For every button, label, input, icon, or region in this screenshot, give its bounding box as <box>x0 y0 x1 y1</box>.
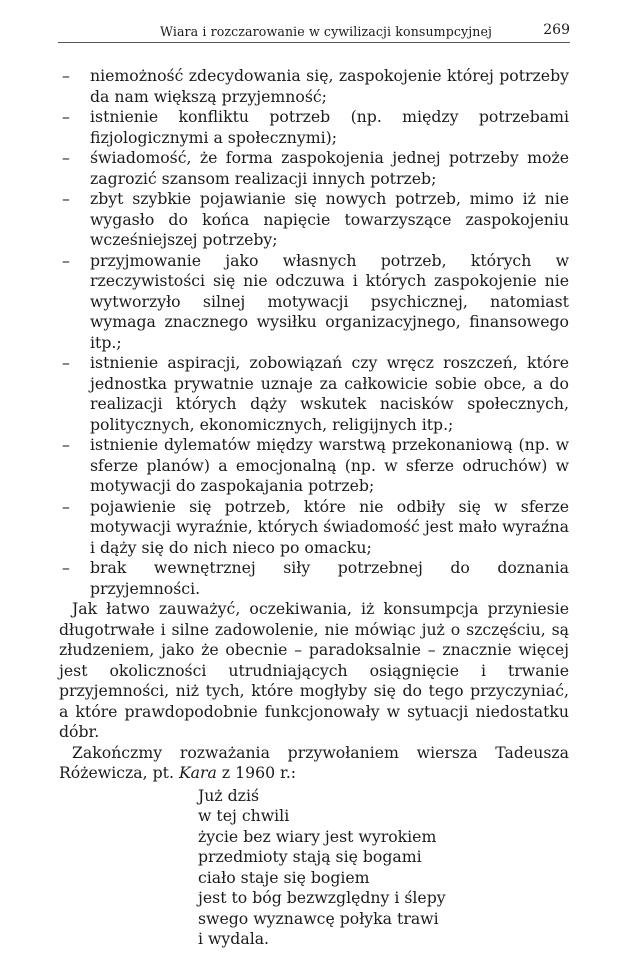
poem-line: w tej chwili <box>198 806 290 825</box>
dash-marker: – <box>62 250 70 270</box>
list-item-text: niemożność zdecydowania się, zaspokojenie której potrzeby da nam większą przyjemność; <box>90 66 569 106</box>
dash-marker: – <box>62 66 70 85</box>
poem-line: i wydala. <box>198 929 270 948</box>
list-item <box>59 189 569 251</box>
dash-marker: – <box>62 107 70 126</box>
bullet-list <box>59 66 569 599</box>
poem-line: Już dziś <box>198 785 260 805</box>
list-item <box>59 251 569 354</box>
list-item <box>59 435 569 497</box>
page-body <box>59 66 569 950</box>
list-item-text: zbyt szybkie pojawianie się nowych potrzeb, mimo iż nie wygasło do końca napięcie towarzyszące zaspokojeniu wcześniejszej potrzeby; <box>90 189 569 249</box>
running-header <box>58 22 570 43</box>
dash-marker: – <box>62 148 70 167</box>
poem-line: swego wyznawcę połyka trawi <box>198 908 439 928</box>
list-item-text: przyjmowanie jako własnych potrzeb, których w rzeczywistości się nie odczuwa i których zaspokojenie nie wytworzyło silnej motywacji psychicznej, natomiast wymaga znacznego wysiłku organizacyjnego, finansowego itp.; <box>90 250 569 352</box>
list-item <box>59 353 569 435</box>
poem-line: ciało staje się bogiem <box>198 867 370 887</box>
poem-line: życie bez wiary jest wyrokiem <box>198 826 437 846</box>
dash-marker: – <box>62 496 70 516</box>
dash-marker: – <box>62 189 70 208</box>
page-number: 269 <box>543 22 570 38</box>
intro-text-end: z 1960 r.: <box>216 763 297 782</box>
intro-text: Zakończmy rozważania przywołaniem wiersza Tadeusza Różewicza, pt. <box>59 742 569 782</box>
dash-marker: – <box>62 435 70 454</box>
poem-line: przedmioty stają się bogami <box>198 847 422 866</box>
poem-introduction <box>59 743 569 784</box>
dash-marker: – <box>62 353 70 372</box>
list-item-text: brak wewnętrznej siły potrzebnej do doznania przyjemności. <box>90 558 569 598</box>
list-item <box>59 148 569 189</box>
list-item-text: istnienie aspiracji, zobowiązań czy wręcz roszczeń, które jednostka prywatnie uznaje za całkowicie sobie obce, a do realizacji których dąży wskutek nacisków społecznych, politycznych, ekonomicznych, religijnych itp.; <box>90 353 569 434</box>
list-item <box>59 497 569 559</box>
poem-line: jest to bóg bezwzględny i ślepy <box>198 888 446 907</box>
list-item <box>59 107 569 148</box>
list-item-text: pojawienie się potrzeb, które nie odbiły się w sferze motywacji wyraźnie, których świadomość jest mało wyraźna i dąży się do nich nieco po omacku; <box>90 496 569 557</box>
list-item-text: istnienie konfliktu potrzeb (np. między potrzebami fizjologicznymi a społecznymi); <box>90 107 569 147</box>
list-item <box>59 558 569 599</box>
running-title: Wiara i rozczarowanie w cywilizacji konsumpcyjnej <box>160 24 493 39</box>
list-item-text: świadomość, że forma zaspokojenia jednej potrzeby może zagrozić szansom realizacji innych potrzeb; <box>90 148 569 188</box>
dash-marker: – <box>62 558 70 577</box>
body-paragraph: Jak łatwo zauważyć, oczekiwania, iż konsumpcja przyniesie długotrwałe i silne zadowolenie, nie mówiąc już o szczęściu, są złudzeniem, jako że obecnie – paradoksalnie – znacznie więcej jest okoliczności utrudniających osiągnięcie i trwanie przyjemności, niż tych, które mogłyby się do tego przyczyniać, a które prawdopodobnie funkcjonowały w sytuacji niedostatku dóbr. <box>59 599 569 741</box>
poem <box>198 786 569 950</box>
list-item-text: istnienie dylematów między warstwą przekonaniową (np. w sferze planów) a emocjonalną (np. w sferze odruchów) w motywacji do zaspokajania potrzeb; <box>90 435 569 495</box>
poem-title: Kara <box>178 763 217 782</box>
list-item <box>59 66 569 107</box>
